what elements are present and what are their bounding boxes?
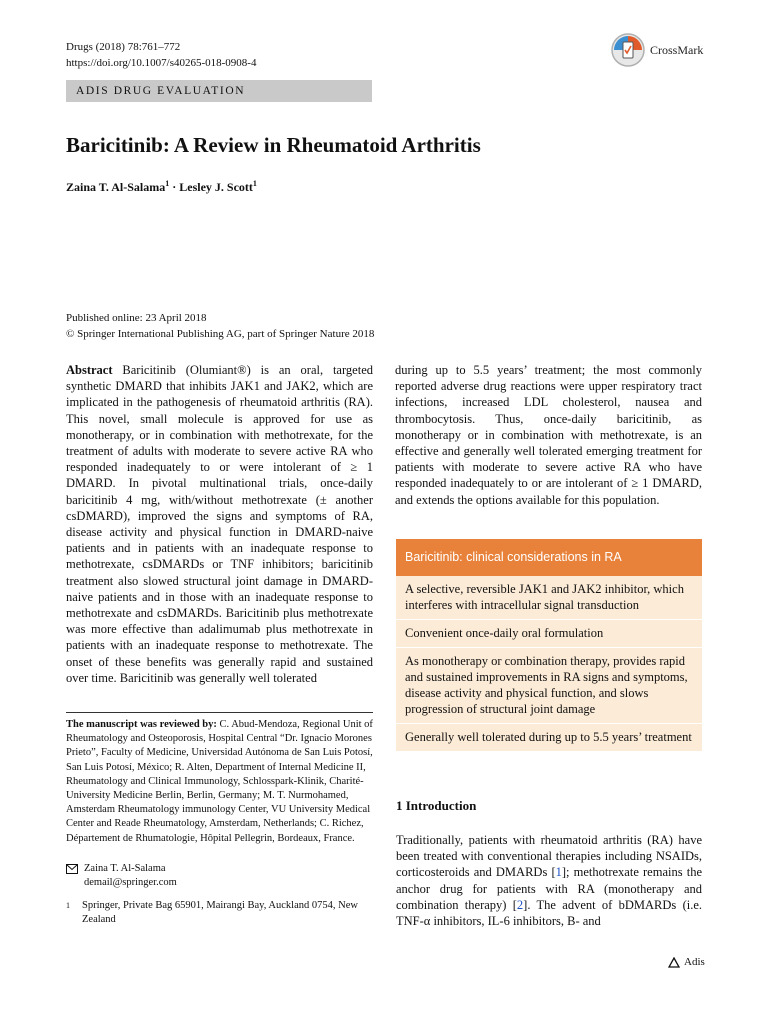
reviewers-note [66, 718, 373, 846]
key-point: Convenient once-daily oral formulation [396, 620, 702, 648]
intro-text-a: Traditionally, patients with rheumatoid arthritis (RA) have been treated with conventional therapies including NSAIDs, corticosteroids and DMARDs [ [396, 833, 702, 880]
crossmark-label: CrossMark [650, 42, 704, 57]
introduction-text [396, 832, 702, 929]
journal-citation: Drugs (2018) 78:761–772 [66, 41, 181, 53]
reviewers-label: The manuscript was reviewed by: [66, 719, 217, 730]
abstract-col2: during up to 5.5 years’ treatment; the most commonly reported adverse drug reactions were upper respiratory tract infections, increased LDL cholesterol, nausea and thrombocytosis. Thus, once-daily baricitinib, as monotherapy or in combination with methotrexate, is an effective and generally well tolerated emerging treatment for patients with moderate to severe active RA who have responded inadequately to or are intolerant of ≥ 1 DMARD, and extends the options available for this population. [395, 363, 702, 507]
affiliation-text: Springer, Private Bag 65901, Mairangi Bay, Auckland 0754, New Zealand [82, 900, 358, 926]
author-affil-ref[interactable]: 1 [252, 179, 257, 188]
published-online: Published online: 23 April 2018 [66, 312, 207, 324]
author-name[interactable]: Zaina T. Al-Salama [66, 180, 166, 194]
crossmark-badge[interactable] [610, 32, 703, 68]
reviewers-text: C. Abud-Mendoza, Regional Unit of Rheumatology and Osteoporosis, Hospital Central “Dr. Ignacio Morones Prieto”, Faculty of Medicine, Universidad Autónoma de San Luis Potosí, San Luis Potosí, México; R. Alten, Department of Internal Medicine II, Rheumatology and Clinical Immunology, Schlosspark-Klinik, Charité-University Medicine Berlin, Berlin, Germany; M. T. Nurmohamed, Amsterdam Rheumatology immunology Center, VU University Medical Center and Reade Rheumatology, Amsterdam, Netherlands; C. Richez, Département de Rhumatologie, Hôpital Pellegrin, Bordeaux, France. [66, 719, 373, 844]
adis-triangle-icon [668, 957, 680, 968]
contact-name: Zaina T. Al-Salama [84, 863, 166, 874]
envelope-icon [66, 864, 78, 874]
section-banner: ADIS DRUG EVALUATION [66, 80, 372, 102]
footnote-divider [66, 712, 373, 713]
publisher-logo [668, 956, 705, 968]
journal-doi[interactable]: https://doi.org/10.1007/s40265-018-0908-4 [66, 57, 257, 69]
crossmark-icon [610, 32, 646, 68]
citation-link[interactable]: 1 [555, 865, 562, 880]
abstract-label: Abstract [66, 363, 113, 377]
abstract-text-col1: Baricitinib (Olumiant®) is an oral, targeted synthetic DMARD that inhibits JAK1 and JAK2, which are implicated in the pathogenesis of rheumatoid arthritis (RA). This novel, small molecule is approved for use as monotherapy, or in combination with methotrexate, for the treatment of adults with moderate to severe active RA who responded inadequately to or were intolerant of ≥ 1 DMARD. In pivotal multinational trials, once-daily baricitinib 4 mg, with/without methotrexate (± another csDMARD), improved the signs and symptoms of RA, disease activity and physical function in DMARD-naive patients and in patients with an inadequate response to methotrexate, csDMARDs or TNF inhibitors; baricitinib treatment also slowed structural joint damage in DMARD-naive patients and in those with an inadequate response to methotrexate and csDMARDs. Baricitinib plus methotrexate was more effective than adalimumab plus methotrexate in patients with an inadequate response to methotrexate. The onset of these benefits was generally rapid and sustained over time. Baricitinib was generally well tolerated [66, 363, 373, 685]
key-points-header: Baricitinib: clinical considerations in RA [396, 539, 702, 576]
publication-info [66, 310, 374, 342]
key-point: Generally well tolerated during up to 5.5 years’ treatment [405, 730, 692, 744]
intro-text-c: ]. The advent of bDMARDs (i.e. TNF-α inhibitors, IL-6 inhibitors, B- and [396, 897, 703, 929]
key-points-box [396, 539, 702, 751]
citation-link[interactable]: 2 [516, 897, 524, 912]
contact-email[interactable]: demail@springer.com [84, 877, 177, 889]
author-separator: · [169, 180, 180, 194]
author-name[interactable]: Lesley J. Scott [179, 180, 253, 194]
corresponding-author [66, 862, 177, 890]
journal-header [66, 39, 256, 71]
section-heading-introduction: 1 Introduction [396, 798, 477, 813]
article-title: Baricitinib: A Review in Rheumatoid Arthritis [66, 133, 481, 157]
author-list [66, 179, 257, 195]
abstract-col1 [66, 362, 373, 686]
author-affil-ref[interactable]: 1 [165, 179, 170, 188]
intro-text-b: ]; methotrexate remains the anchor drug for patients with RA (monotherapy and combination therapy) [ [396, 865, 702, 912]
affiliation-number: 1 [66, 901, 70, 910]
copyright-line: © Springer International Publishing AG, part of Springer Nature 2018 [66, 328, 375, 340]
affiliation [66, 899, 373, 927]
publisher-name: Adis [684, 956, 705, 968]
key-point: A selective, reversible JAK1 and JAK2 inhibitor, which interferes with intracellular signal transduction [396, 576, 702, 620]
key-point: As monotherapy or combination therapy, provides rapid and sustained improvements in RA signs and symptoms, disease activity and physical function, and slows progression of structural joint damage [396, 648, 702, 724]
